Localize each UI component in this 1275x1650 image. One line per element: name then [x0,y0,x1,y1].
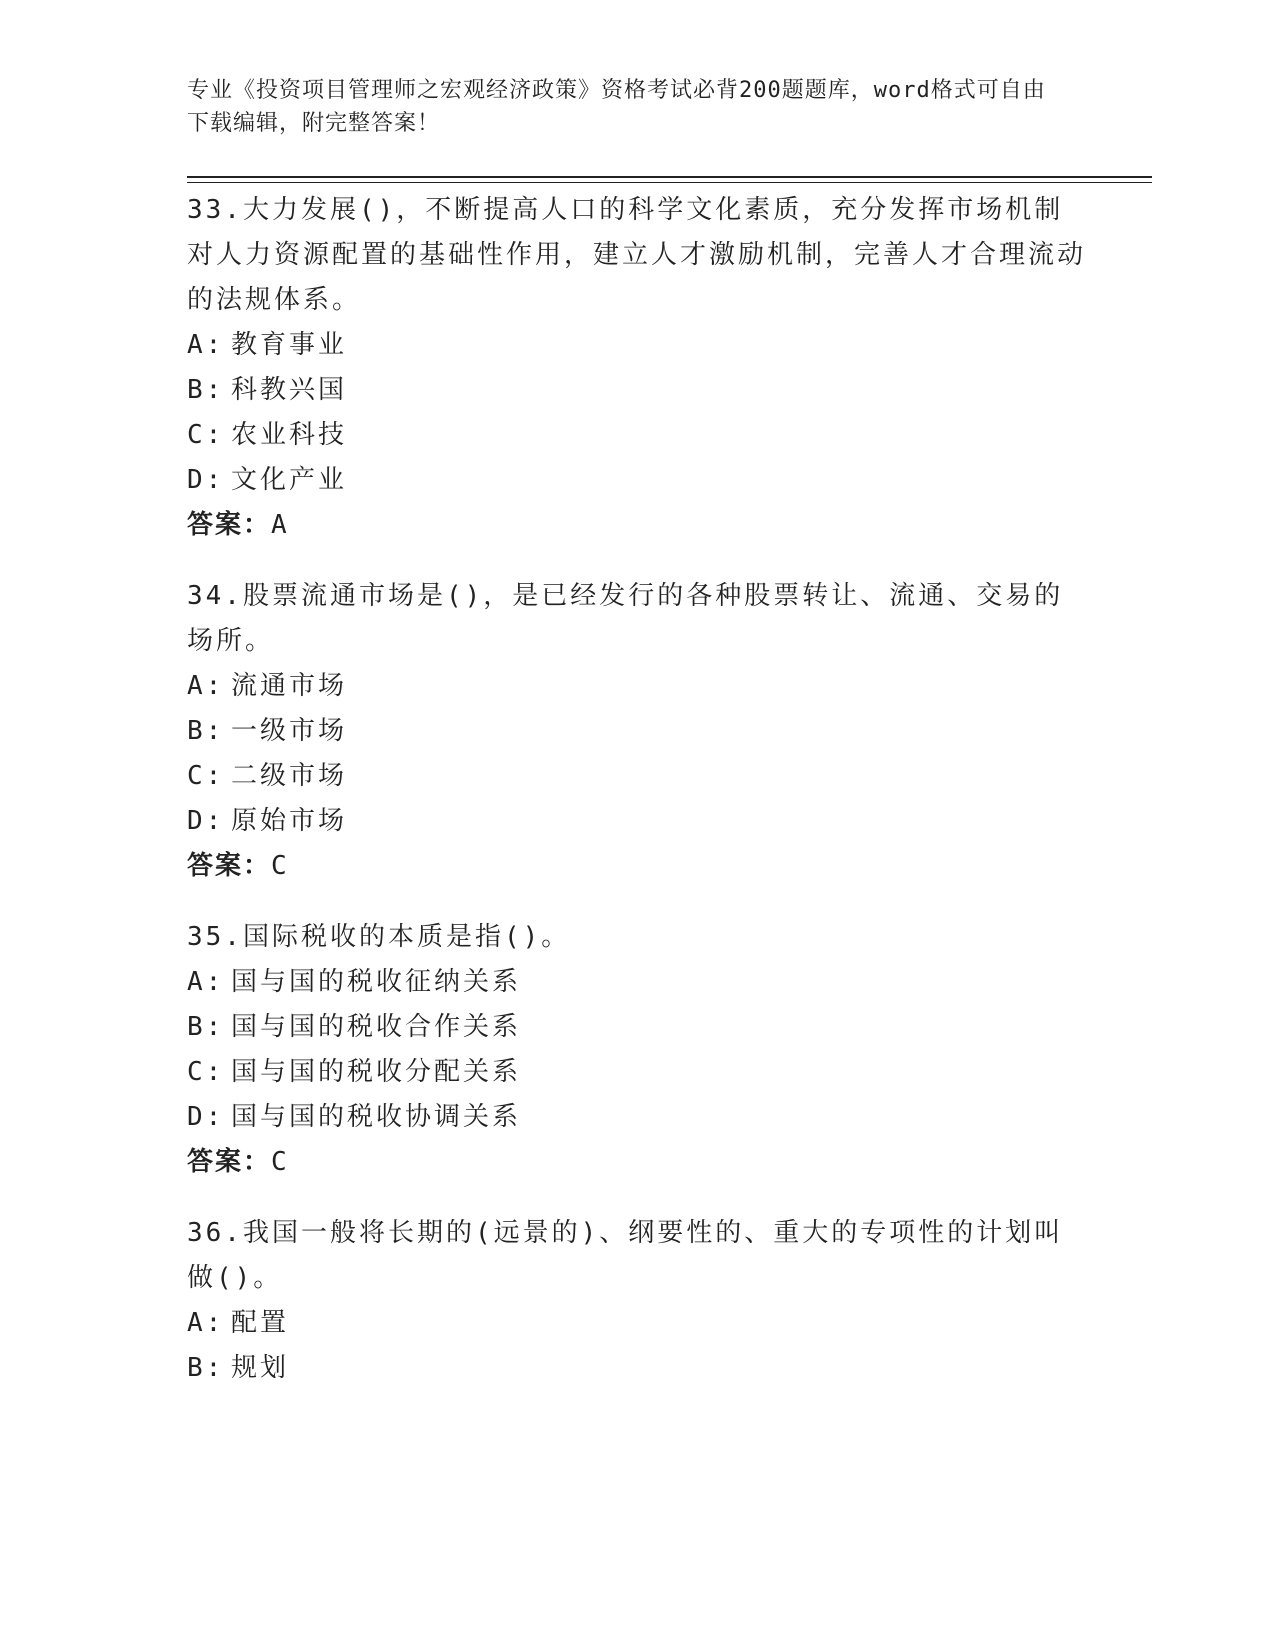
answer-label: 答案： [187,510,272,540]
option-text: 流通市场 [231,671,348,701]
option-a [187,1301,1087,1346]
option-letter: C: [187,420,225,450]
option-c [187,1050,1087,1095]
option-text: 国与国的税收合作关系 [231,1012,522,1042]
question-stem: 34.股票流通市场是()，是已经发行的各种股票转让、流通、交易的场所。 [187,581,1064,656]
answer-value: A [271,510,287,540]
option-a [187,664,1087,709]
option-text: 农业科技 [231,420,348,450]
option-text: 规划 [231,1353,290,1383]
answer-line [187,1140,1087,1185]
option-c [187,754,1087,799]
option-text: 国与国的税收分配关系 [231,1057,522,1087]
option-b [187,709,1087,754]
question-34 [187,574,1087,889]
option-text: 文化产业 [231,465,348,495]
option-d [187,799,1087,844]
option-d [187,458,1087,503]
answer-label: 答案： [187,851,272,881]
header-divider-thick [187,176,1152,178]
option-letter: C: [187,1057,225,1087]
option-list [187,323,1087,503]
option-list [187,960,1087,1140]
question-stem: 35.国际税收的本质是指()。 [187,922,571,952]
option-list [187,1301,1087,1391]
option-a [187,960,1087,1005]
option-letter: B: [187,716,225,746]
option-text: 国与国的税收征纳关系 [231,967,522,997]
option-letter: B: [187,1353,225,1383]
option-b [187,1005,1087,1050]
option-c [187,413,1087,458]
option-letter: A: [187,671,225,701]
answer-value: C [271,1147,287,1177]
question-36 [187,1211,1087,1391]
option-text: 国与国的税收协调关系 [231,1102,522,1132]
option-text: 二级市场 [231,761,348,791]
option-letter: B: [187,375,225,405]
option-b [187,1346,1087,1391]
option-letter: B: [187,1012,225,1042]
question-stem: 33.大力发展()，不断提高人口的科学文化素质，充分发挥市场机制对人力资源配置的基础性作用，建立人才激励机制，完善人才合理流动的法规体系。 [187,195,1087,315]
question-35 [187,915,1087,1185]
question-33 [187,188,1087,548]
option-letter: D: [187,465,225,495]
option-letter: D: [187,806,225,836]
option-text: 配置 [231,1308,290,1338]
header-divider-thin [187,182,1152,183]
option-letter: D: [187,1102,225,1132]
option-text: 教育事业 [231,330,348,360]
option-text: 一级市场 [231,716,348,746]
option-list [187,664,1087,844]
answer-label: 答案： [187,1147,272,1177]
option-d [187,1095,1087,1140]
option-letter: C: [187,761,225,791]
option-a [187,323,1087,368]
option-letter: A: [187,967,225,997]
document-header: 专业《投资项目管理师之宏观经济政策》资格考试必背200题题库，word格式可自由下载编辑，附完整答案！ [187,78,1046,136]
option-letter: A: [187,330,225,360]
option-b [187,368,1087,413]
answer-line [187,503,1087,548]
question-stem: 36.我国一般将长期的(远景的)、纲要性的、重大的专项性的计划叫做()。 [187,1218,1064,1293]
question-list [187,188,1087,1417]
answer-line [187,844,1087,889]
option-text: 原始市场 [231,806,348,836]
option-text: 科教兴国 [231,375,348,405]
option-letter: A: [187,1308,225,1338]
answer-value: C [271,851,287,881]
